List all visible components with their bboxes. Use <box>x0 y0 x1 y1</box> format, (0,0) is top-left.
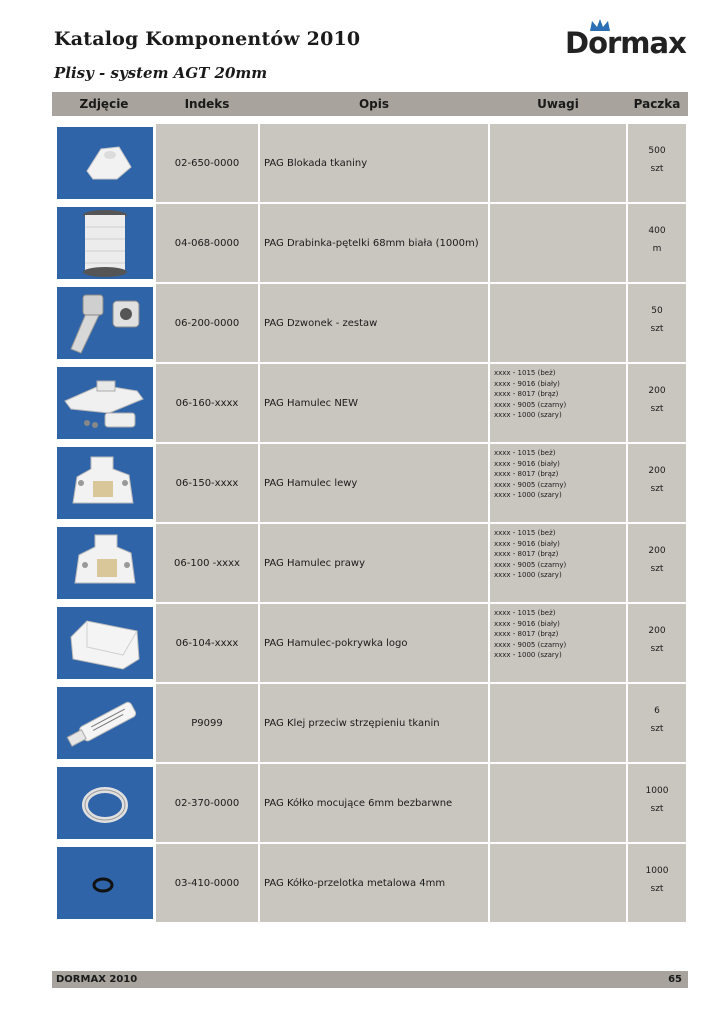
product-notes <box>490 204 626 282</box>
product-index: 04-068-0000 <box>174 237 240 249</box>
catalog-title: Katalog Komponentów 2010 <box>54 28 361 50</box>
product-notes <box>490 684 626 762</box>
product-photo <box>54 124 154 202</box>
package-unit: szt <box>650 324 664 334</box>
page-footer <box>52 971 688 988</box>
cord-spool-icon <box>57 207 153 279</box>
product-photo <box>54 524 154 602</box>
color-note: xxxx - 9016 (biały) <box>494 379 560 388</box>
product-index: P9099 <box>191 717 223 729</box>
column-header-uwagi: Uwagi <box>537 97 579 111</box>
product-notes <box>490 844 626 922</box>
product-notes <box>490 524 626 602</box>
package-quantity: 400 <box>648 226 666 236</box>
brake-right-icon <box>57 527 153 599</box>
package-unit: szt <box>650 564 664 574</box>
package-unit: szt <box>650 404 664 414</box>
product-photo <box>54 684 154 762</box>
color-note: xxxx - 8017 (brąz) <box>494 630 559 638</box>
column-header-zdjecie: Zdjęcie <box>79 97 129 111</box>
footer-brand: DORMAX 2010 <box>56 974 138 985</box>
dormax-logo <box>565 16 689 62</box>
color-note: xxxx - 9005 (czarny) <box>494 560 567 569</box>
color-note: xxxx - 1015 (beż) <box>494 449 556 457</box>
table-row <box>52 284 688 362</box>
package-quantity: 1000 <box>645 786 669 796</box>
package-quantity: 50 <box>651 306 663 316</box>
product-photo <box>54 844 154 922</box>
package-unit: szt <box>650 484 664 494</box>
product-index: 06-150-xxxx <box>175 477 239 489</box>
package-unit: m <box>652 244 662 254</box>
product-description: PAG Dzwonek - zestaw <box>264 317 378 329</box>
product-notes <box>490 284 626 362</box>
product-description: PAG Kółko-przelotka metalowa 4mm <box>264 877 446 889</box>
column-header-indeks: Indeks <box>184 97 230 111</box>
package-unit: szt <box>650 164 664 174</box>
product-description: PAG Kółko mocujące 6mm bezbarwne <box>264 797 453 809</box>
product-index: 06-200-0000 <box>174 317 240 329</box>
product-photo <box>54 284 154 362</box>
clear-ring-icon <box>57 767 153 839</box>
product-photo <box>54 364 154 442</box>
table-row <box>52 124 688 202</box>
product-description: PAG Hamulec NEW <box>264 397 359 409</box>
catalog-subtitle: Plisy - system AGT 20mm <box>54 64 268 82</box>
product-notes <box>490 124 626 202</box>
product-photo <box>54 444 154 522</box>
bell-set-icon <box>57 287 153 359</box>
color-note: xxxx - 1015 (beż) <box>494 369 556 377</box>
color-note: xxxx - 1000 (szary) <box>494 491 562 499</box>
brake-left-icon <box>57 447 153 519</box>
product-index: 06-104-xxxx <box>175 637 239 649</box>
package-unit: szt <box>650 724 664 734</box>
fabric-lock-part-icon <box>57 127 153 199</box>
table-row <box>52 844 688 922</box>
color-note: xxxx - 8017 (brąz) <box>494 470 559 478</box>
product-index: 02-370-0000 <box>174 797 240 809</box>
product-photo <box>54 604 154 682</box>
color-note: xxxx - 9005 (czarny) <box>494 400 567 409</box>
product-index: 02-650-0000 <box>174 157 240 169</box>
color-note: xxxx - 9005 (czarny) <box>494 480 567 489</box>
color-note: xxxx - 9016 (biały) <box>494 619 560 628</box>
glue-tube-icon <box>57 687 153 759</box>
product-notes <box>490 444 626 522</box>
product-notes <box>490 764 626 842</box>
product-notes <box>490 604 626 682</box>
table-row <box>52 764 688 842</box>
product-index: 06-160-xxxx <box>175 397 239 409</box>
product-description: PAG Drabinka-pętelki 68mm biała (1000m) <box>264 237 479 249</box>
package-unit: szt <box>650 884 664 894</box>
package-quantity: 200 <box>648 546 666 556</box>
product-description: PAG Blokada tkaniny <box>264 157 368 169</box>
package-quantity: 200 <box>648 386 666 396</box>
product-photo <box>54 204 154 282</box>
product-description: PAG Klej przeciw strzępieniu tkanin <box>264 717 440 729</box>
product-description: PAG Hamulec lewy <box>264 477 358 489</box>
table-row <box>52 604 688 682</box>
metal-eyelet-icon <box>57 847 153 919</box>
package-quantity: 200 <box>648 626 666 636</box>
brake-new-icon <box>57 367 153 439</box>
logo-text: Dormax <box>565 26 686 60</box>
package-quantity: 200 <box>648 466 666 476</box>
table-row <box>52 524 688 602</box>
page-number: 65 <box>668 974 682 985</box>
color-note: xxxx - 1015 (beż) <box>494 609 556 617</box>
table-row <box>52 204 688 282</box>
package-quantity: 1000 <box>645 866 669 876</box>
product-index: 06-100 -xxxx <box>174 557 240 569</box>
product-photo <box>54 764 154 842</box>
table-header <box>52 92 688 116</box>
package-unit: szt <box>650 644 664 654</box>
product-description: PAG Hamulec-pokrywka logo <box>264 637 408 649</box>
package-quantity: 6 <box>654 706 660 716</box>
product-index: 03-410-0000 <box>174 877 240 889</box>
color-note: xxxx - 1000 (szary) <box>494 571 562 579</box>
column-header-paczka: Paczka <box>633 97 681 111</box>
product-description: PAG Hamulec prawy <box>264 557 366 569</box>
product-notes <box>490 364 626 442</box>
color-note: xxxx - 1000 (szary) <box>494 411 562 419</box>
table-row <box>52 684 688 762</box>
table-row <box>52 364 688 442</box>
color-note: xxxx - 1015 (beż) <box>494 529 556 537</box>
color-note: xxxx - 8017 (brąz) <box>494 390 559 398</box>
package-quantity: 500 <box>648 146 666 156</box>
color-note: xxxx - 9016 (biały) <box>494 459 560 468</box>
package-unit: szt <box>650 804 664 814</box>
color-note: xxxx - 8017 (brąz) <box>494 550 559 558</box>
table-row <box>52 444 688 522</box>
brake-cover-icon <box>57 607 153 679</box>
color-note: xxxx - 9005 (czarny) <box>494 640 567 649</box>
column-header-opis: Opis <box>358 97 390 111</box>
color-note: xxxx - 1000 (szary) <box>494 651 562 659</box>
color-note: xxxx - 9016 (biały) <box>494 539 560 548</box>
